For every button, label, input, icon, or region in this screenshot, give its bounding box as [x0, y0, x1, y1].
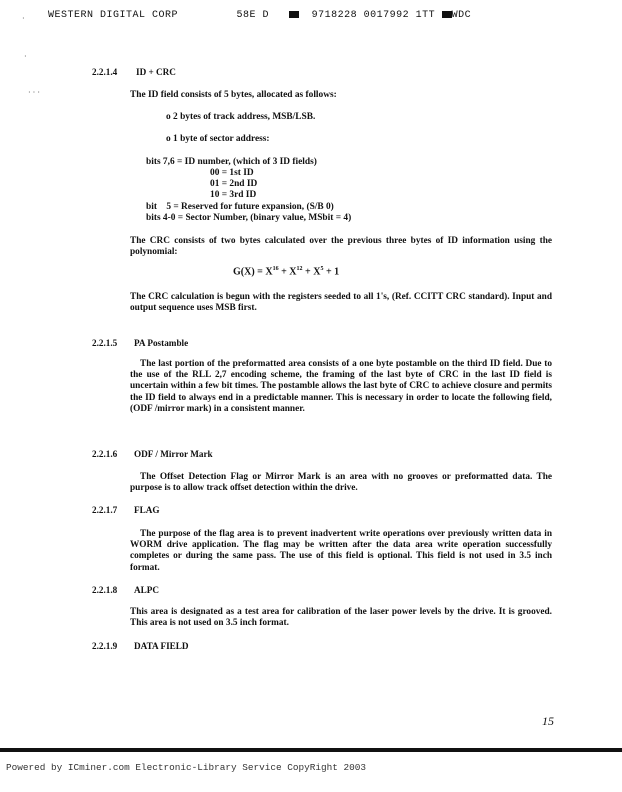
section-title: ODF / Mirror Mark — [134, 449, 213, 459]
list-item: o 2 bytes of track address, MSB/LSB. — [166, 112, 316, 122]
section-title: PA Postamble — [134, 338, 189, 348]
alpc-paragraph: This area is designated as a test area for calibration of the laser power levels by the drive. It is grooved. This area is not used on 3.5 inch format. — [130, 607, 552, 629]
section-title: FLAG — [134, 505, 160, 515]
section-number: 2.2.1.7 — [92, 505, 118, 515]
id-line: 01 = 2nd ID — [210, 179, 258, 189]
section-number: 2.2.1.4 — [92, 67, 118, 77]
postamble-paragraph: The last portion of the preformatted area consists of a one byte postamble on the third ID field. Due to the use of the RLL 2,7 encoding scheme, the framing of the last byte of CRC in the last ID field is uncertain within a few bit times. The postamble allows the last byte of CRC to achieve closure and permits the ID field to always end in a predictable manner. This is necessary in order to locate the following field, (ODF /mirror mark) in a consistent manner. — [130, 359, 552, 414]
header-block-mark-2 — [442, 11, 452, 18]
header-company: WESTERN DIGITAL CORP — [48, 10, 179, 21]
odf-paragraph: The Offset Detection Flag or Mirror Mark is an area with no grooves or preformatted data. The purpose is to allow track offset detection within the drive. — [130, 472, 552, 494]
section-title: ALPC — [134, 585, 160, 595]
crc-paragraph: The CRC consists of two bytes calculated over the previous three bytes of ID information using the polynomial: — [130, 236, 552, 258]
formula-part: + 1 — [323, 266, 340, 278]
crc-calc-paragraph: The CRC calculation is begun with the registers seeded to all 1's, (Ref. CCITT CRC standard). Input and output sequence uses MSB first. — [130, 292, 552, 314]
formula-part: + X — [302, 266, 321, 278]
bits-line: bits 4-0 = Sector Number, (binary value, MSbit = 4) — [146, 213, 352, 223]
scan-speck: · · · — [28, 88, 40, 97]
formula-exponent: 12 — [296, 266, 303, 272]
section-number: 2.2.1.9 — [92, 641, 118, 651]
header-code: 9718228 0017992 1TT — [311, 10, 436, 21]
scan-speck: · — [22, 14, 25, 23]
section-number: 2.2.1.8 — [92, 585, 118, 595]
footer-credit: Powered by ICminer.com Electronic-Library Service CopyRight 2003 — [6, 762, 367, 773]
scan-speck: · — [24, 52, 27, 61]
bits-line: bit 5 = Reserved for future expansion, (S/B 0) — [146, 202, 334, 212]
id-line: 10 = 3rd ID — [210, 190, 257, 200]
page-bottom-border — [0, 748, 622, 752]
section-number: 2.2.1.5 — [92, 338, 118, 348]
bits-line: bits 7,6 = ID number, (which of 3 ID fields) — [146, 157, 317, 167]
formula-part: + X — [278, 266, 297, 278]
flag-paragraph: The purpose of the flag area is to prevent inadvertent write operations over previously written data in WORM drive application. The flag may be written after the data area write operation successfully completes or during the same pass. The use of this field is optional. This field is not used in 3.5 inch format. — [130, 529, 552, 573]
formula-part: G(X) = X — [233, 266, 273, 278]
section-title: ID + CRC — [136, 67, 176, 77]
section-number: 2.2.1.6 — [92, 449, 118, 459]
formula-exponent: 16 — [272, 266, 279, 272]
page-number: 15 — [542, 714, 554, 728]
header-right: WDC — [451, 10, 472, 21]
crc-polynomial — [233, 266, 339, 277]
header-block-mark — [289, 11, 299, 18]
section-title: DATA FIELD — [134, 641, 189, 651]
id-line: 00 = 1st ID — [210, 168, 254, 178]
page-header — [48, 10, 471, 21]
list-item: o 1 byte of sector address: — [166, 134, 270, 144]
id-field-intro: The ID field consists of 5 bytes, allocated as follows: — [130, 90, 337, 100]
formula-exponent: 5 — [320, 266, 324, 272]
header-mid: 58E D — [236, 10, 270, 21]
